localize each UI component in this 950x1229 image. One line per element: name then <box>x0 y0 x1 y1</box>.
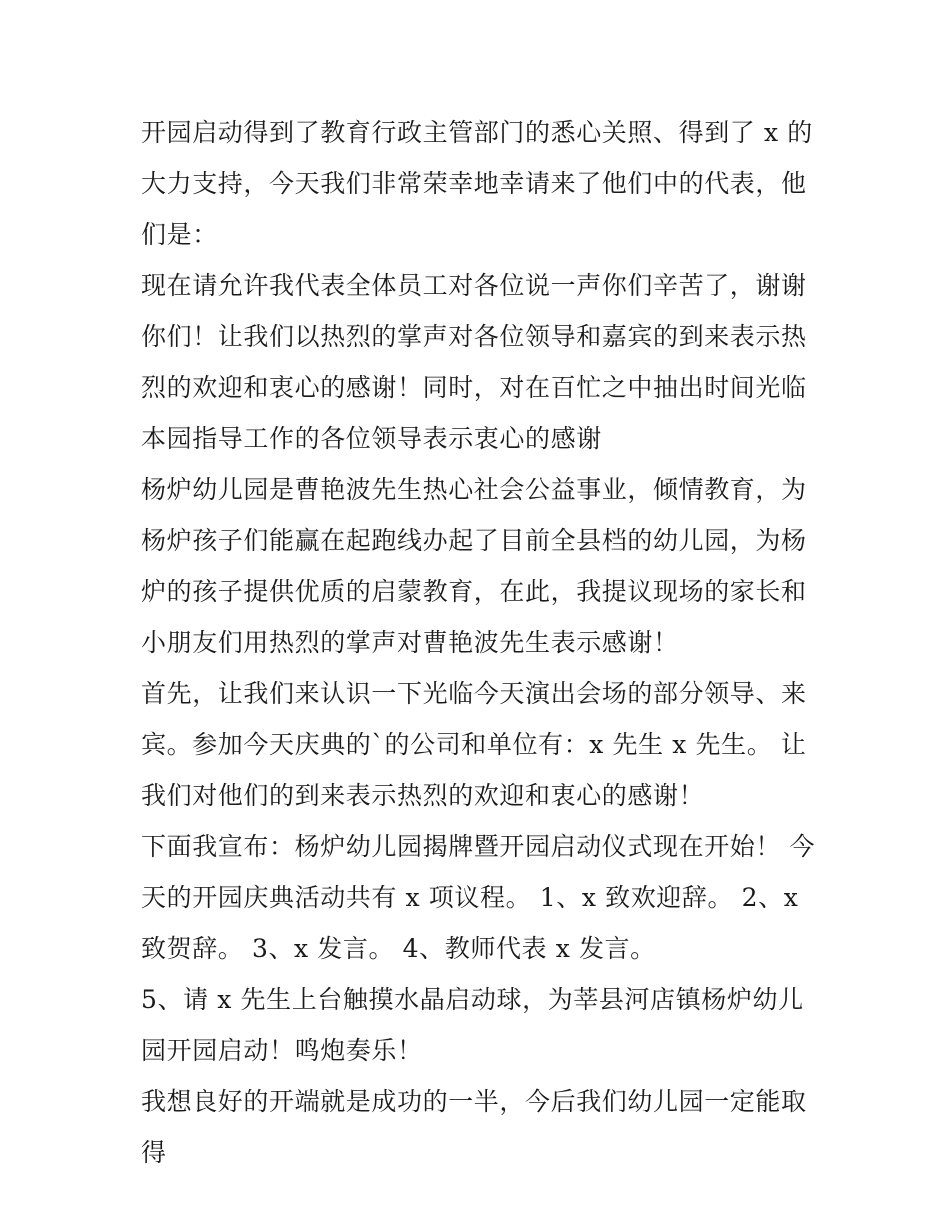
paragraph-ceremony-agenda: 下面我宣布：杨炉幼儿园揭牌暨开园启动仪式现在开始！ 今天的开园庆典活动共有 x 项议程。 1、x 致欢迎辞。 2、x 致贺辞。 3、x 发言。 4、教师代表 x 发言。 <box>141 832 816 963</box>
paragraph-launch-ball: 5、请 x 先生上台触摸水晶启动球，为莘县河店镇杨炉幼儿园开园启动！鸣炮奏乐！ <box>141 985 804 1065</box>
paragraph-guests-intro: 首先，让我们来认识一下光临今天演出会场的部分领导、来宾。参加今天庆典的`的公司和单位有：x 先生 x 先生。 让我们对他们的到来表示热烈的欢迎和衷心的感谢！ <box>141 679 807 810</box>
paragraph-leaders-support: 开园启动得到了教育行政主管部门的悉心关照、得到了 x 的大力支持，今天我们非常荣幸地幸请来了他们中的代表，他们是： <box>141 118 813 249</box>
paragraph-kindergarten-intro: 杨炉幼儿园是曹艳波先生热心社会公益事业，倾情教育，为杨炉孩子们能赢在起跑线办起了目前全县档的幼儿园，为杨炉的孩子提供优质的启蒙教育，在此，我提议现场的家长和小朋友们用热烈的掌声对曹艳波先生表示感谢！ <box>141 475 807 657</box>
paragraph-thanks-staff: 现在请允许我代表全体员工对各位说一声你们辛苦了，谢谢你们！让我们以热烈的掌声对各位领导和嘉宾的到来表示热烈的欢迎和衷心的感谢！同时，对在百忙之中抽出时间光临本园指导工作的各位领导表示衷心的感谢 <box>141 271 807 453</box>
paragraph-closing: 我想良好的开端就是成功的一半，今后我们幼儿园一定能取得 <box>141 1087 807 1167</box>
document-body <box>141 107 821 1178</box>
